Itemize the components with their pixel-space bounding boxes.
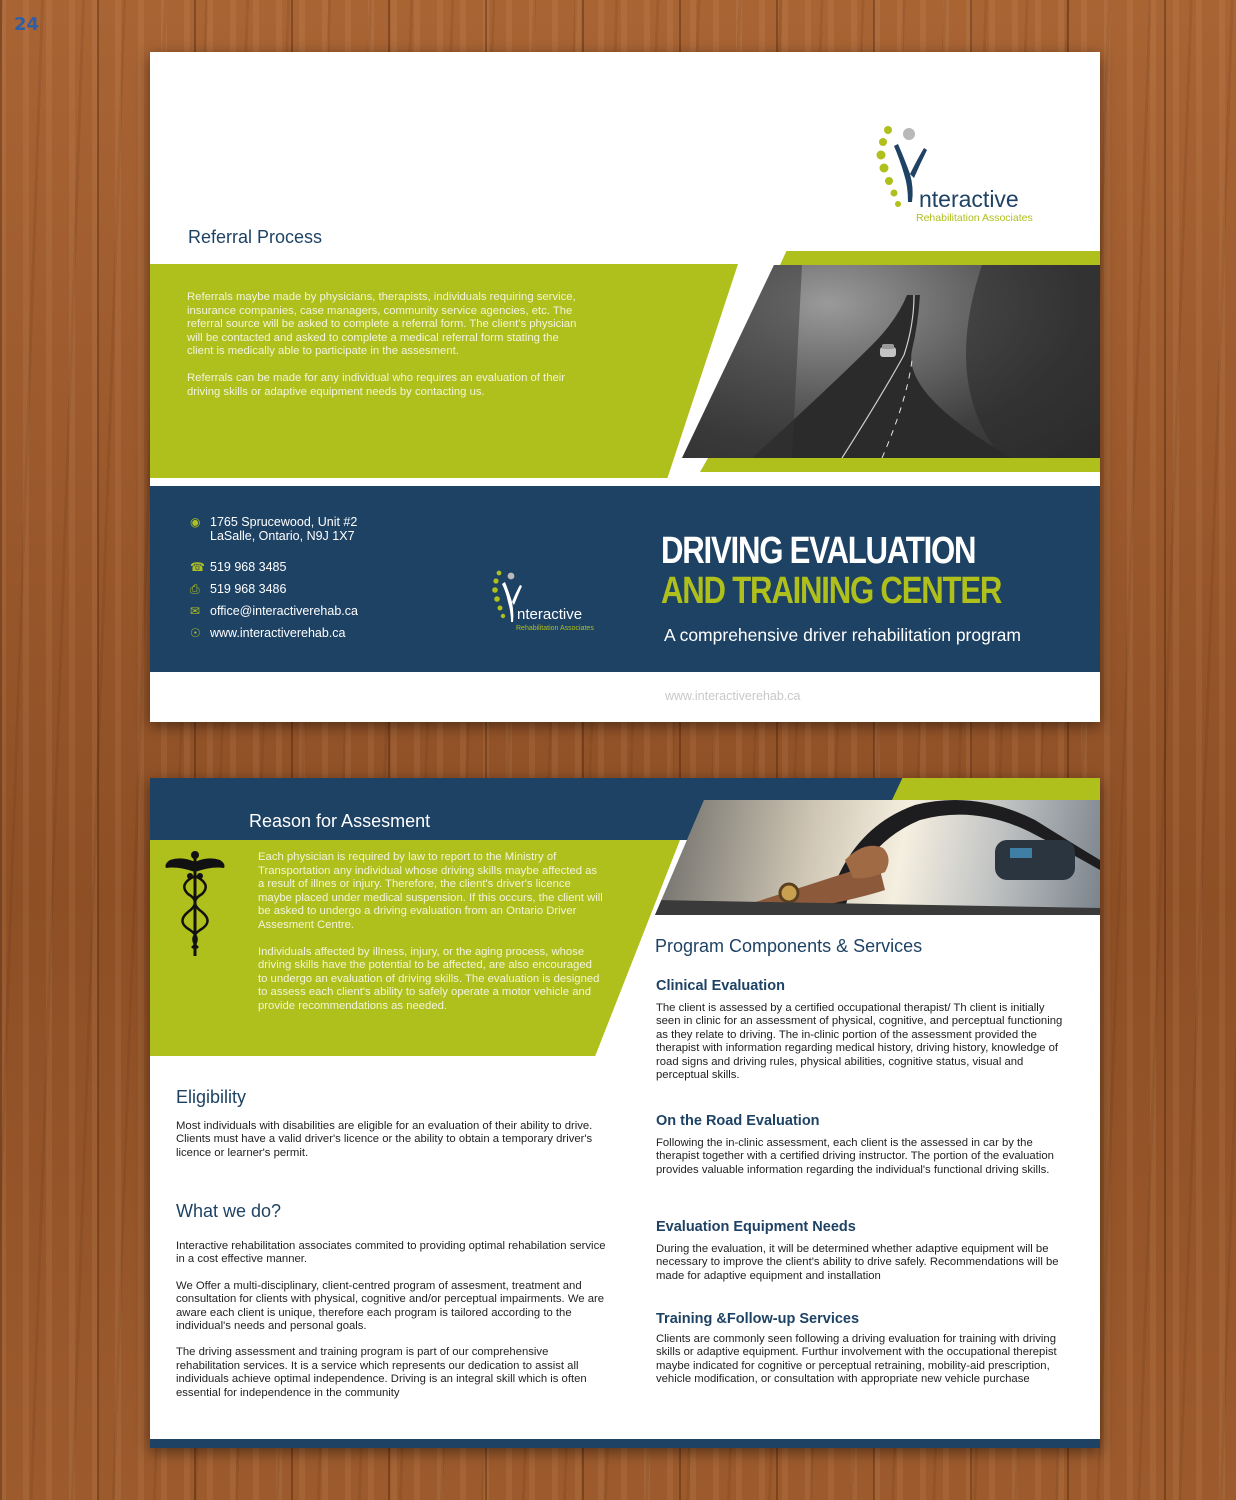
- equipment-text: [656, 1243, 1064, 1283]
- eligibility-paragraph: Most individuals with disabilities are eligible for an evaluation of their ability to drive. Clients must have a valid driver's licence or the ability to obtain a temporary driver's licence or learner's permit.: [176, 1120, 593, 1159]
- website: [190, 626, 345, 640]
- page-number: 24: [14, 14, 40, 35]
- logo-wordmark: nteractive: [919, 186, 1019, 212]
- brochure-outer-sheet: [150, 52, 1100, 722]
- address-line: LaSalle, Ontario, N9J 1X7: [210, 529, 355, 543]
- reason-text: [258, 851, 603, 1014]
- reason-paragraph: Individuals affected by illness, injury, or the aging process, whose driving skills have the potential to be affected, are also encouraged to undergo an evaluation of driving skills. The evaluation is designed to assess each client's ability to safely operate a motor vehicle and provide recommendations as needed.: [258, 945, 600, 1012]
- referral-paragraph: Referrals can be made for any individual who requires an evaluation of their driving skills or adaptive equipment needs by contacting us.: [187, 371, 566, 398]
- training-text: [656, 1333, 1064, 1387]
- training-paragraph: Clients are commonly seen following a driving evaluation for training with driving skills or adaptive equipment. Furthur involvement with the occupational therepist maybe indicated for cognitive or perceptual retraining, mobility-aid prescription, vehicle modification, or consultation with appropriate new vehicle purchase: [656, 1333, 1057, 1386]
- eligibility-title: Eligibility: [176, 1087, 247, 1107]
- whatwedo-paragraph: We Offer a multi-disciplinary, client-centred program of assesment, treatment and consultation for clients with physical, cognitive and/or perceptual impairments. We are aware each client is unique, therefore each program is tailored according to the individual's needs and personal goals.: [176, 1279, 605, 1333]
- road-photo-image: [682, 265, 1100, 458]
- whatwedo-title: What we do?: [176, 1201, 282, 1221]
- website-url: www.interactiverehab.ca: [210, 626, 346, 640]
- email: [190, 604, 358, 618]
- footer-strip: [150, 1439, 1100, 1448]
- referral-paragraph: Referrals maybe made by physicians, therapists, individuals requiring service, insurance companies, case managers, community service agencies, etc. The referral source will be asked to complete a referral form. The client's physician will be contacted and asked to complete a medical referral form stating the client is medically able to participate in the assesment.: [187, 291, 577, 358]
- equipment-title: Evaluation Equipment Needs: [656, 1219, 856, 1235]
- whatwedo-text: [176, 1240, 606, 1400]
- phone-number: 519 968 3485: [210, 560, 287, 574]
- email-icon: ✉: [190, 604, 201, 618]
- reason-paragraph: Each physician is required by law to report to the Ministry of Transportation any individual whose driving skills maybe affected as a result of illnes or injury. Therefore, the client's driver's licence maybe placed under medical suspension. If this occurs, the client will be asked to undergo a driving evaluation from an Ontario Driver Assesment Centre.: [258, 851, 603, 931]
- globe-icon: ☉: [190, 626, 201, 640]
- referral-text: [187, 291, 587, 399]
- phone-icon: ☎: [190, 560, 205, 574]
- eligibility-text: [176, 1120, 596, 1160]
- program-title: Program Components & Services: [655, 936, 923, 956]
- reason-title: Reason for Assesment: [249, 811, 431, 831]
- accent-stripe: [780, 251, 1100, 265]
- road-text: [656, 1137, 1064, 1177]
- location-pin-icon: ◉: [190, 515, 201, 529]
- fax: [190, 582, 286, 597]
- road-photo: [682, 265, 1100, 458]
- small-logo-tagline: Rehabilitation Associates: [516, 625, 594, 632]
- road-title: On the Road Evaluation: [656, 1113, 820, 1129]
- fax-number: 519 968 3486: [210, 582, 287, 596]
- whatwedo-paragraph: Interactive rehabilitation associates commited to providing optimal rehabilation service in a cost effective manner.: [176, 1240, 606, 1266]
- cover-tagline: A comprehensive driver rehabilitation program: [664, 625, 1021, 645]
- logo-tagline: Rehabilitation Associates: [916, 212, 1033, 224]
- referral-title: Referral Process: [188, 227, 323, 247]
- email-address: office@interactiverehab.ca: [210, 604, 358, 618]
- address-line: 1765 Sprucewood, Unit #2: [210, 515, 358, 529]
- training-title: Training &Follow-up Services: [656, 1311, 860, 1327]
- phone: [190, 560, 286, 574]
- equipment-paragraph: During the evaluation, it will be determined whether adaptive equipment will be necessary to improve the client's ability to drive safely. Recommendations will be made for adaptive equipment and installation: [656, 1243, 1059, 1282]
- address: [190, 515, 357, 543]
- fax-icon: ⎙: [190, 582, 200, 596]
- accent-stripe: [700, 458, 1100, 472]
- road-paragraph: Following the in-clinic assessment, each client is the assessed in car by the therapist together with a certified driving instructor. The portion of the evaluation provides valuable information regarding the individual's functional driving skills.: [656, 1137, 1054, 1176]
- clinical-text: [656, 1002, 1064, 1082]
- whatwedo-paragraph: The driving assessment and training program is part of our comprehensive rehabilitation services. It is a service which represents our dedication to assist all individuals achieve optimal independence. Driving is an integral skill which is often essential for independence in the community: [176, 1346, 587, 1399]
- brochure-inner-sheet: [150, 778, 1100, 1448]
- cover-title-line1: DRIVING EVALUATION: [661, 530, 976, 572]
- steering-wheel-image: [655, 800, 1100, 915]
- accent-stripe: [892, 778, 1100, 800]
- steering-wheel-photo: [655, 800, 1100, 915]
- cover-title-line2: AND TRAINING CENTER: [661, 570, 1002, 612]
- small-logo-wordmark: nteractive: [517, 606, 583, 623]
- clinical-paragraph: The client is assessed by a certified occupational therapist/ Th client is initially seen in clinic for an assessment of physical, cognitive, and perceptual functioning as they relate to driving. The in-clinic portion of the assessment provided the therapist with information regarding medical history, driving history, knowledge of road signs and driving rules, physical abilities, cognitive status, visual and perceptual skills.: [656, 1002, 1063, 1082]
- caduceus-icon: [164, 850, 226, 960]
- clinical-title: Clinical Evaluation: [656, 978, 785, 994]
- footer-url: www.interactiverehab.ca: [665, 689, 801, 703]
